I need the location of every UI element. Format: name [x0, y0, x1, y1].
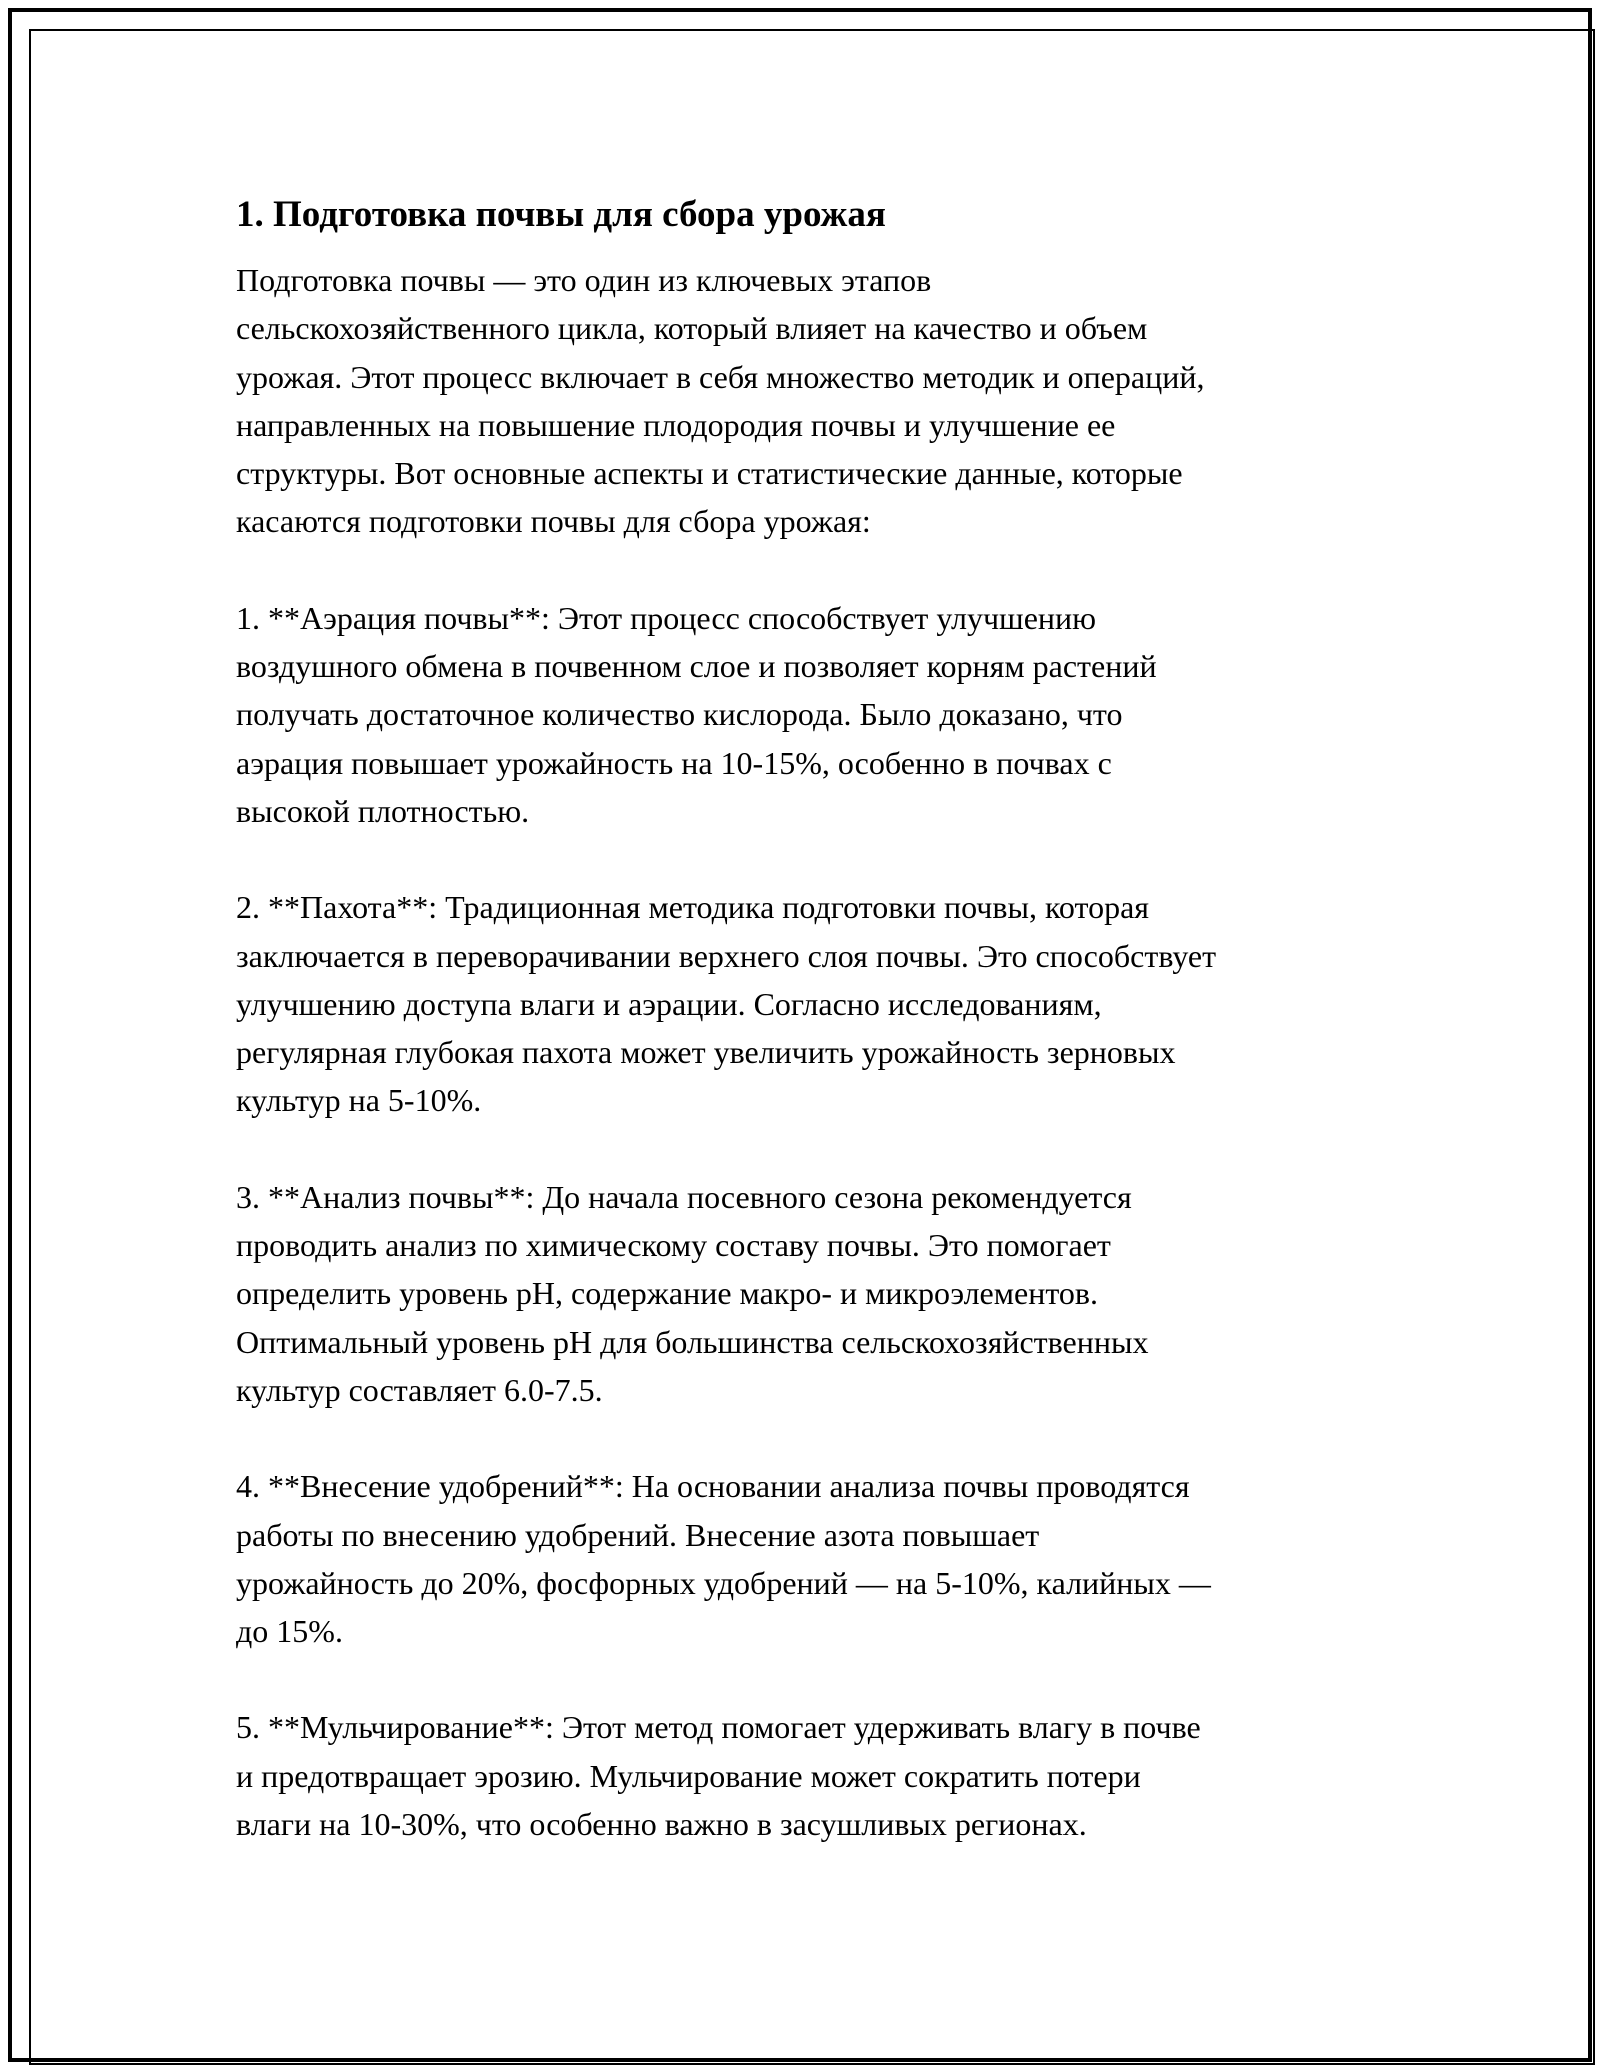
list-item-plowing: 2. **Пахота**: Традиционная методика подготовки почвы, которая заключается в переворачивании верхнего слоя почвы. Это способствует улучшению доступа влаги и аэрации. Согласно исследованиям, регулярная глубокая пахота может увеличить урожайность зерновых культур на 5-10%. [236, 889, 1217, 1119]
list-item-mulching: 5. **Мульчирование**: Этот метод помогает удерживать влагу в почве и предотвращает эрозию. Мульчирование может сократить потери влаги на 10-30%, что особенно важно в засушливых регионах. [236, 1709, 1201, 1843]
list-item-aeration: 1. **Аэрация почвы**: Этот процесс способствует улучшению воздушного обмена в почвенном слое и позволяет корням растений получать достаточное количество кислорода. Было доказано, что аэрация повышает урожайность на 10-15%, особенно в почвах с высокой плотностью. [236, 599, 1157, 829]
intro-paragraph: Подготовка почвы — это один из ключевых этапов сельскохозяйственного цикла, который влияет на качество и объем урожая. Этот процесс включает в себя множество методик и операций, направленных на повышение плодородия почвы и улучшение ее структуры. Вот основные аспекты и статистические данные, которые касаются подготовки почвы для сбора урожая: [236, 262, 1205, 540]
document-body [236, 180, 1376, 1848]
list-item-soil-analysis: 3. **Анализ почвы**: До начала посевного сезона рекомендуется проводить анализ по химическому составу почвы. Это помогает определить уровень pH, содержание макро- и микроэлементов. Оптимальный уровень pH для большинства сельскохозяйственных культур составляет 6.0-7.5. [236, 1178, 1149, 1408]
list-item-fertilizing: 4. **Внесение удобрений**: На основании анализа почвы проводятся работы по внесению удобрений. Внесение азота повышает урожайность до 20%, фосфорных удобрений — на 5-10%, калийных — до 15%. [236, 1468, 1211, 1650]
page-title: 1. Подготовка почвы для сбора урожая [236, 194, 886, 235]
